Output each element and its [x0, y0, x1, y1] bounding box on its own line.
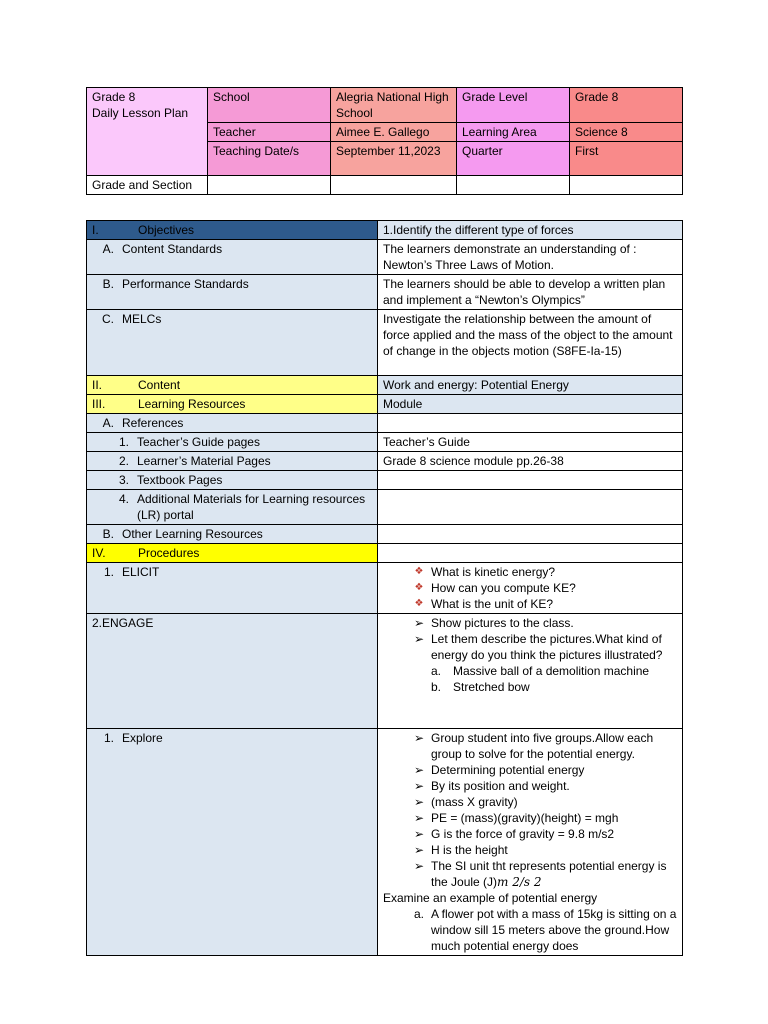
explore-item: The SI unit tht represents potential energy is the Joule (J): [431, 859, 667, 889]
textbook-label: Textbook Pages: [137, 473, 223, 487]
textbook-value: [378, 471, 683, 490]
references-value: [378, 414, 683, 433]
teachers-guide-value: Teacher’s Guide: [378, 433, 683, 452]
elicit-label-cell: [87, 563, 378, 614]
lesson-plan-table: [86, 220, 683, 956]
objectives-label: Objectives: [138, 223, 195, 237]
arrow-bullet-icon: ➢: [413, 616, 425, 630]
grade-section-empty-4: [570, 176, 683, 195]
engage-label-cell: [87, 614, 378, 729]
content-standards-label-cell: [87, 240, 378, 275]
melcs-value: Investigate the relationship between the amount of force applied and the mass of the object to the amount of change in the objects motion (S8FE-Ia-15): [378, 310, 683, 376]
list-item: [431, 679, 677, 695]
grade-level-value: Grade 8: [570, 88, 683, 123]
arrow-bullet-icon: ➢: [413, 859, 425, 873]
quarter-value: First: [570, 142, 683, 176]
unit-formula: m 2/s 2: [497, 875, 542, 889]
objectives-num: I.: [92, 223, 99, 237]
arrow-bullet-icon: ➢: [413, 731, 425, 745]
arrow-bullet-icon: ➢: [413, 795, 425, 809]
content-num: II.: [92, 378, 103, 392]
other-resources-label-cell: [87, 525, 378, 544]
procedures-num: IV.: [92, 546, 106, 560]
textbook-label-cell: [87, 471, 378, 490]
elicit-label: ELICIT: [122, 565, 160, 579]
learning-area-label: Learning Area: [457, 123, 570, 142]
melcs-num: C.: [102, 312, 114, 326]
engage-item: Show pictures to the class.: [431, 616, 574, 630]
grade-section-empty-3: [457, 176, 570, 195]
teacher-value: Aimee E. Gallego: [331, 123, 457, 142]
teaching-date-value: September 11,2023: [331, 142, 457, 176]
elicit-item: What is the unit of KE?: [431, 597, 554, 611]
teachers-guide-label: Teacher’s Guide pages: [137, 435, 260, 449]
list-item: [383, 810, 677, 826]
learners-material-value: Grade 8 science module pp.26-38: [378, 452, 683, 471]
learning-resources-label-cell: [87, 395, 378, 414]
references-label: References: [122, 416, 184, 430]
content-label: Content: [138, 378, 181, 392]
learning-resources-label: Learning Resources: [138, 397, 246, 411]
learners-material-label-cell: [87, 452, 378, 471]
arrow-bullet-icon: ➢: [413, 843, 425, 857]
engage-sub-item: Stretched bow: [453, 680, 530, 694]
other-resources-value: [378, 525, 683, 544]
content-standards-label: Content Standards: [122, 242, 223, 256]
other-resources-num: B.: [102, 527, 114, 541]
elicit-item: How can you compute KE?: [431, 581, 576, 595]
example-text: A flower pot with a mass of 15kg is sitting on a window sill 15 meters above the ground.How much potential energy does: [431, 907, 677, 953]
performance-standards-num: B.: [102, 277, 114, 291]
explore-item: H is the height: [431, 843, 508, 857]
engage-value-cell: [378, 614, 683, 729]
school-value: Alegria National High School: [331, 88, 457, 123]
arrow-bullet-icon: ➢: [413, 779, 425, 793]
arrow-bullet-icon: ➢: [413, 827, 425, 841]
melcs-label: MELCs: [122, 312, 162, 326]
learning-resources-value: Module: [378, 395, 683, 414]
list-item: [383, 615, 677, 631]
elicit-item: What is kinetic energy?: [431, 565, 556, 579]
header-table: [86, 87, 683, 195]
references-num: A.: [102, 416, 114, 430]
explore-item: By its position and weight.: [431, 779, 570, 793]
textbook-num: 3.: [118, 473, 129, 487]
list-item: [383, 778, 677, 794]
school-label: School: [208, 88, 331, 123]
arrow-bullet-icon: ➢: [413, 811, 425, 825]
melcs-label-cell: [87, 310, 378, 376]
grade-section-empty-1: [208, 176, 331, 195]
diamond-bullet-icon: ❖: [414, 598, 424, 609]
performance-standards-label: Performance Standards: [122, 277, 249, 291]
list-item: [383, 858, 677, 890]
sub-marker: b.: [431, 680, 442, 694]
engage-sub-item: Massive ball of a demolition machine: [453, 664, 650, 678]
grade-section-empty-2: [331, 176, 457, 195]
explore-num: 1.: [103, 731, 114, 745]
explore-item: PE = (mass)(gravity)(height) = mgh: [431, 811, 619, 825]
objectives-value: 1.Identify the different type of forces: [378, 221, 683, 240]
performance-standards-value: The learners should be able to develop a written plan and implement a “Newton’s Olympics”: [378, 275, 683, 310]
explore-item: G is the force of gravity = 9.8 m/s2: [431, 827, 615, 841]
procedures-value: [378, 544, 683, 563]
grade-section-label: Grade and Section: [87, 176, 208, 195]
additional-value: [378, 490, 683, 525]
grade-plan-cell: [87, 88, 208, 176]
list-item: [383, 631, 677, 663]
explore-item: (mass X gravity): [431, 795, 518, 809]
diamond-bullet-icon: ❖: [414, 566, 424, 577]
list-item: [383, 762, 677, 778]
learners-material-num: 2.: [118, 454, 129, 468]
elicit-value-cell: [378, 563, 683, 614]
arrow-bullet-icon: ➢: [413, 763, 425, 777]
arrow-bullet-icon: ➢: [413, 632, 425, 646]
teaching-date-label: Teaching Date/s: [208, 142, 331, 176]
additional-label: Additional Materials for Learning resources (LR) portal: [137, 492, 366, 522]
content-standards-num: A.: [102, 242, 114, 256]
content-standards-value: The learners demonstrate an understanding of : Newton’s Three Laws of Motion.: [378, 240, 683, 275]
list-item: [383, 730, 677, 762]
grade-text: Grade 8: [92, 90, 136, 104]
procedures-label: Procedures: [138, 546, 200, 560]
other-resources-label: Other Learning Resources: [122, 527, 263, 541]
diamond-bullet-icon: ❖: [414, 582, 424, 593]
list-item: [383, 794, 677, 810]
learners-material-label: Learner’s Material Pages: [137, 454, 271, 468]
additional-label-cell: [87, 490, 378, 525]
references-label-cell: [87, 414, 378, 433]
engage-item: Let them describe the pictures.What kind of energy do you think the pictures illustrated?: [431, 632, 663, 662]
list-item: [383, 564, 677, 580]
list-item: [383, 826, 677, 842]
objectives-label-cell: [87, 221, 378, 240]
teachers-guide-num: 1.: [118, 435, 129, 449]
learning-area-value: Science 8: [570, 123, 683, 142]
performance-standards-label-cell: [87, 275, 378, 310]
elicit-num: 1.: [103, 565, 114, 579]
daily-lesson-plan-text: Daily Lesson Plan: [92, 106, 189, 120]
teacher-label: Teacher: [208, 123, 331, 142]
explore-label-cell: [87, 729, 378, 956]
explore-value-cell: [378, 729, 683, 956]
list-item: [383, 906, 677, 954]
list-item: [383, 580, 677, 596]
example-intro: Examine an example of potential energy: [383, 891, 598, 905]
explore-label: Explore: [122, 731, 163, 745]
learning-resources-num: III.: [92, 397, 106, 411]
teachers-guide-label-cell: [87, 433, 378, 452]
explore-item: Determining potential energy: [431, 763, 585, 777]
explore-item: Group student into five groups.Allow each group to solve for the potential energy.: [431, 731, 654, 761]
example-marker: a.: [413, 907, 424, 921]
grade-level-label: Grade Level: [457, 88, 570, 123]
list-item: [431, 663, 677, 679]
content-value: Work and energy: Potential Energy: [378, 376, 683, 395]
content-label-cell: [87, 376, 378, 395]
additional-num: 4.: [118, 492, 129, 506]
procedures-label-cell: [87, 544, 378, 563]
sub-marker: a.: [431, 664, 442, 678]
engage-label: 2.ENGAGE: [92, 616, 154, 630]
list-item: [383, 596, 677, 612]
list-item: [383, 842, 677, 858]
quarter-label: Quarter: [457, 142, 570, 176]
